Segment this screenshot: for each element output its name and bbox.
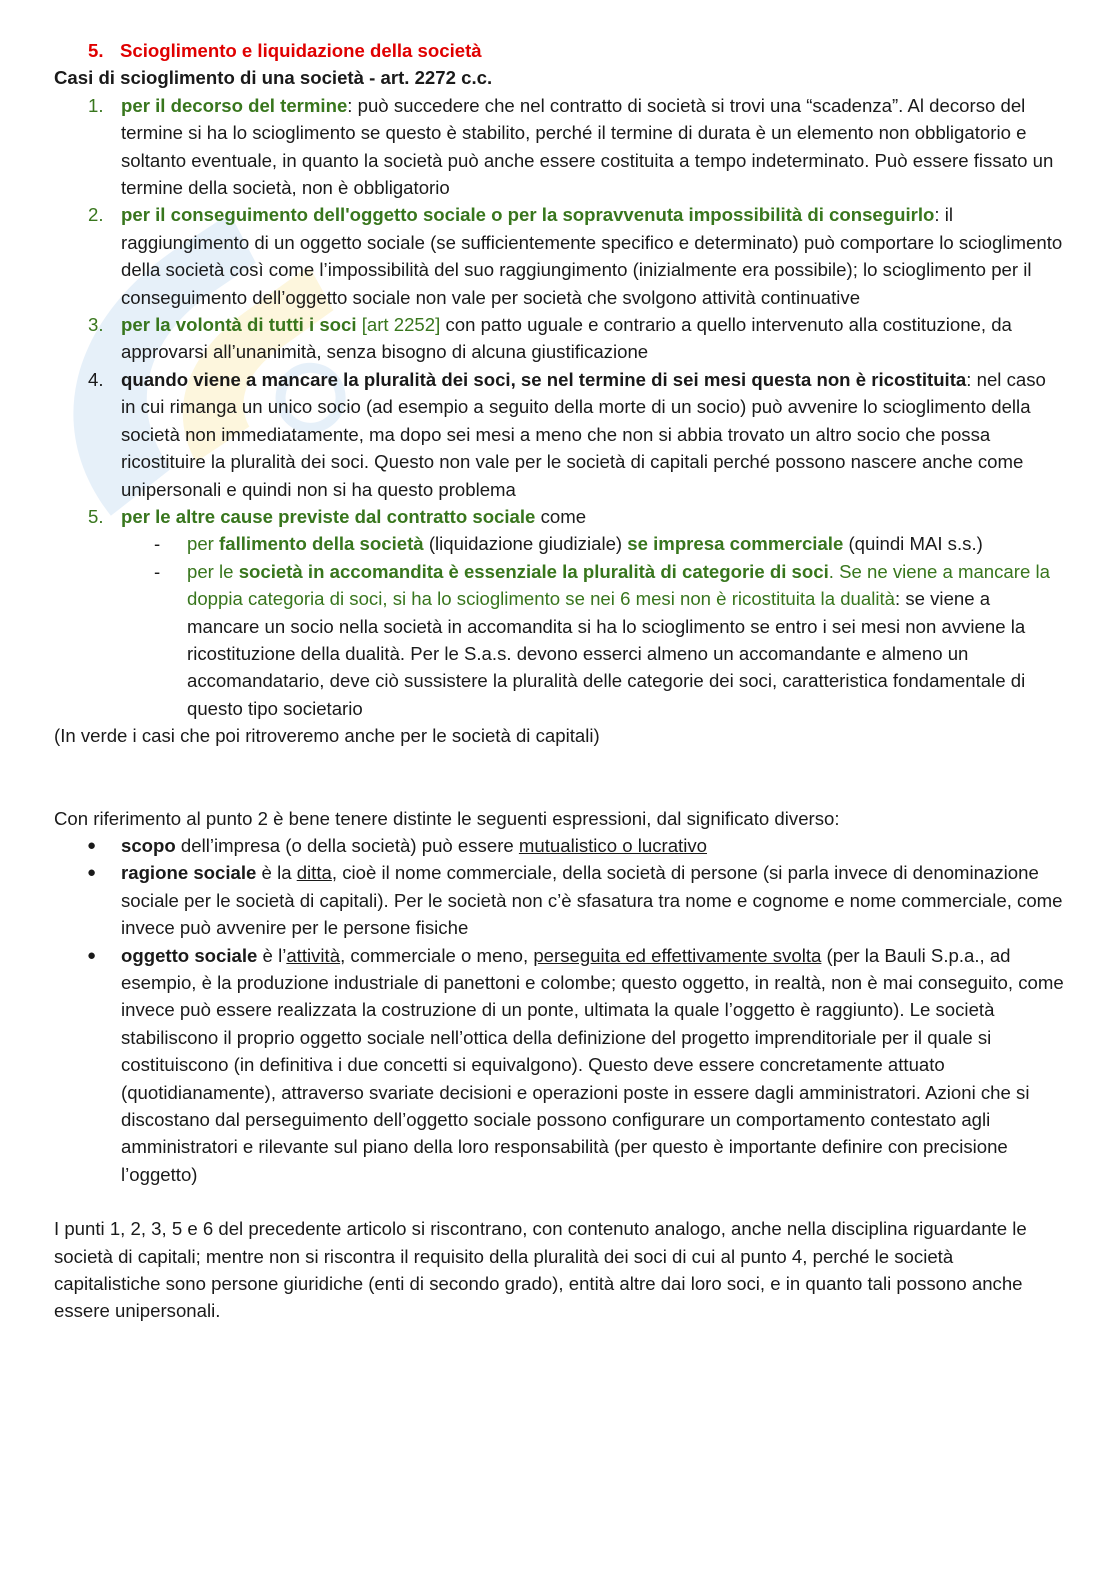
item-number: 4. (88, 368, 104, 390)
closing-paragraph: I punti 1, 2, 3, 5 e 6 del precedente articolo si riscontrano, con contenuto analogo, anche nella disciplina riguardante le società di capitali; mentre non si riscontra il requisito della pluralità dei soci di cui al punto 4, perché le società capitalistiche sono persone giuridiche (enti di secondo grado), entità altre dai loro soci, e in quanto tali possono anche essere unipersonali. (54, 1218, 1027, 1322)
document-page (54, 37, 1064, 1325)
term-text: è la (256, 862, 297, 884)
term-label: ragione sociale (121, 862, 257, 884)
list-item (54, 558, 1064, 722)
sub-case-bold: società in accomandita è essenziale la pluralità di categorie di soci (238, 560, 829, 582)
article-reference: [art 2252] (356, 314, 441, 336)
item-number: 1. (88, 94, 104, 116)
heading-number: 5. (88, 40, 104, 61)
term-underlined: attività (286, 944, 341, 966)
term-underlined: perseguita ed effettivamente svolta (533, 944, 822, 966)
case-text: con patto uguale e contrario a quello intervenuto alla costituzione, da approvarsi all’unanimità, senza bisogno di alcuna giustificazione (121, 314, 1012, 363)
sub-case-green-text: . Se ne viene a mancare la doppia categoria di soci, si ha lo scioglimento se nei 6 mesi non è ricostituita la dualità (187, 560, 1050, 610)
case-text: : il raggiungimento di un oggetto sociale (se sufficientemente specifico e determinato) può comportare lo scioglimento della società così come l’impossibilità del suo raggiungimento (inizialmente era possibile); lo scioglimento per il conseguimento dell’oggetto sociale non vale per società che svolgono attività continuative (121, 204, 1063, 308)
list-item (54, 311, 1064, 366)
item-number: 2. (88, 204, 104, 226)
term-underlined: mutualistico o lucrativo (518, 834, 707, 856)
term-text: (per la Bauli S.p.a., ad esempio, è la produzione industriale di panettoni e colombe; questo oggetto, in realtà, non è mai conseguito, come invece può essere realizzata la costruzione di un ponte, ultimata la quale l’oggetto è raggiunto). Le società stabiliscono il proprio oggetto sociale nell’ottica della definizione del progetto imprenditoriale per il quale si costituiscono (in definitiva i due concetti si equivalgono). Questo deve essere concretamente attuato (quotidianamente), attraverso svariate decisioni e operazioni poste in essere dagli amministratori. Azioni che si discostano dal perseguimento dell’oggetto sociale possono configurare un comportamento contestato agli amministratori e rilevante sul piano della loro responsabilità (per questo è importante definire con precisione l’oggetto) (121, 944, 1064, 1185)
list-item (54, 503, 1064, 530)
list-item (54, 530, 1064, 557)
bullet-icon: ● (87, 946, 97, 964)
term-label: oggetto sociale (121, 944, 258, 966)
list-item (54, 832, 1064, 859)
section-heading (54, 37, 1064, 64)
case-lead: per il decorso del termine (121, 94, 348, 116)
term-text: dell’impresa (o della società) può essere (175, 834, 519, 856)
other-causes-list (54, 530, 1064, 722)
sub-case-text: (quindi MAI s.s.) (843, 533, 983, 555)
bullet-icon: ● (87, 864, 97, 882)
subheading: Casi di scioglimento di una società - art. 2272 c.c. (54, 67, 493, 89)
case-lead: per il conseguimento dell'oggetto sociale o per la sopravvenuta impossibilità di conseguirlo (121, 204, 935, 226)
term-underlined: ditta (296, 862, 332, 884)
sub-case-text: : se viene a mancare un socio nella società in accomandita si ha lo scioglimento se entro i sei mesi non avviene la ricostituzione della dualità. Per le S.a.s. devono esserci almeno un accomandante e almeno un accomandatario, deve ciò sussistere la pluralità delle categorie dei soci, caratteristica fondamentale di questo tipo societario (187, 588, 1026, 719)
green-note: (In verde i casi che poi ritroveremo anche per le società di capitali) (54, 725, 600, 747)
item-number: 5. (88, 505, 104, 527)
item-number: 3. (88, 314, 104, 336)
term-label: scopo (121, 834, 176, 856)
dissolution-cases-list (54, 92, 1064, 531)
case-lead: per la volontà di tutti i soci (121, 314, 357, 336)
case-lead: per le altre cause previste dal contratto sociale (121, 505, 536, 527)
list-item (54, 859, 1064, 941)
list-item (54, 366, 1064, 503)
term-text: è l’ (257, 944, 287, 966)
case-text: come (535, 505, 587, 527)
sub-case-prefix: per le (187, 560, 239, 582)
term-text: , commerciale o meno, (340, 944, 534, 966)
sub-case-bold: se impresa commerciale (627, 533, 844, 555)
list-item (54, 92, 1064, 202)
dash-bullet: - (154, 560, 161, 582)
intro-paragraph: Con riferimento al punto 2 è bene tenere distinte le seguenti espressioni, dal significato diverso: (54, 807, 840, 829)
case-text: : può succedere che nel contratto di società si trovi una “scadenza”. Al decorso del termine si ha lo scioglimento se questo è stabilito, perché il termine di durata è un elemento non obbligatorio e soltanto eventuale, in quanto la società può anche essere costituita a tempo indeterminato. Può essere fissato un termine della società, non è obbligatorio (121, 94, 1054, 199)
list-item (54, 942, 1064, 1189)
sub-case-bold: fallimento della società (219, 533, 424, 555)
bullet-icon: ● (87, 836, 97, 854)
dash-bullet: - (154, 533, 161, 555)
heading-title: Scioglimento e liquidazione della società (120, 40, 482, 61)
sub-case-text: (liquidazione giudiziale) (423, 533, 628, 555)
terms-list (54, 832, 1064, 1188)
sub-case-prefix: per (187, 533, 220, 555)
case-lead: quando viene a mancare la pluralità dei soci, se nel termine di sei mesi questa non è ricostituita (121, 368, 967, 390)
case-text: : nel caso in cui rimanga un unico socio (ad esempio a seguito della morte di un socio) può avvenire lo scioglimento della società non immediatamente, ma dopo sei mesi a meno che non si abbia trovato un altro socio che possa ricostituire la pluralità dei soci. Questo non vale per le società di capitali perché possono nascere anche come unipersonali e quindi non si ha questo problema (121, 368, 1046, 500)
term-text: , cioè il nome commerciale, della società di persone (si parla invece di denominazione sociale per le società di capitali). Per le società non c’è sfasatura tra nome e cognome e nome commerciale, come invece può avvenire per le persone fisiche (121, 862, 1063, 939)
list-item (54, 201, 1064, 311)
